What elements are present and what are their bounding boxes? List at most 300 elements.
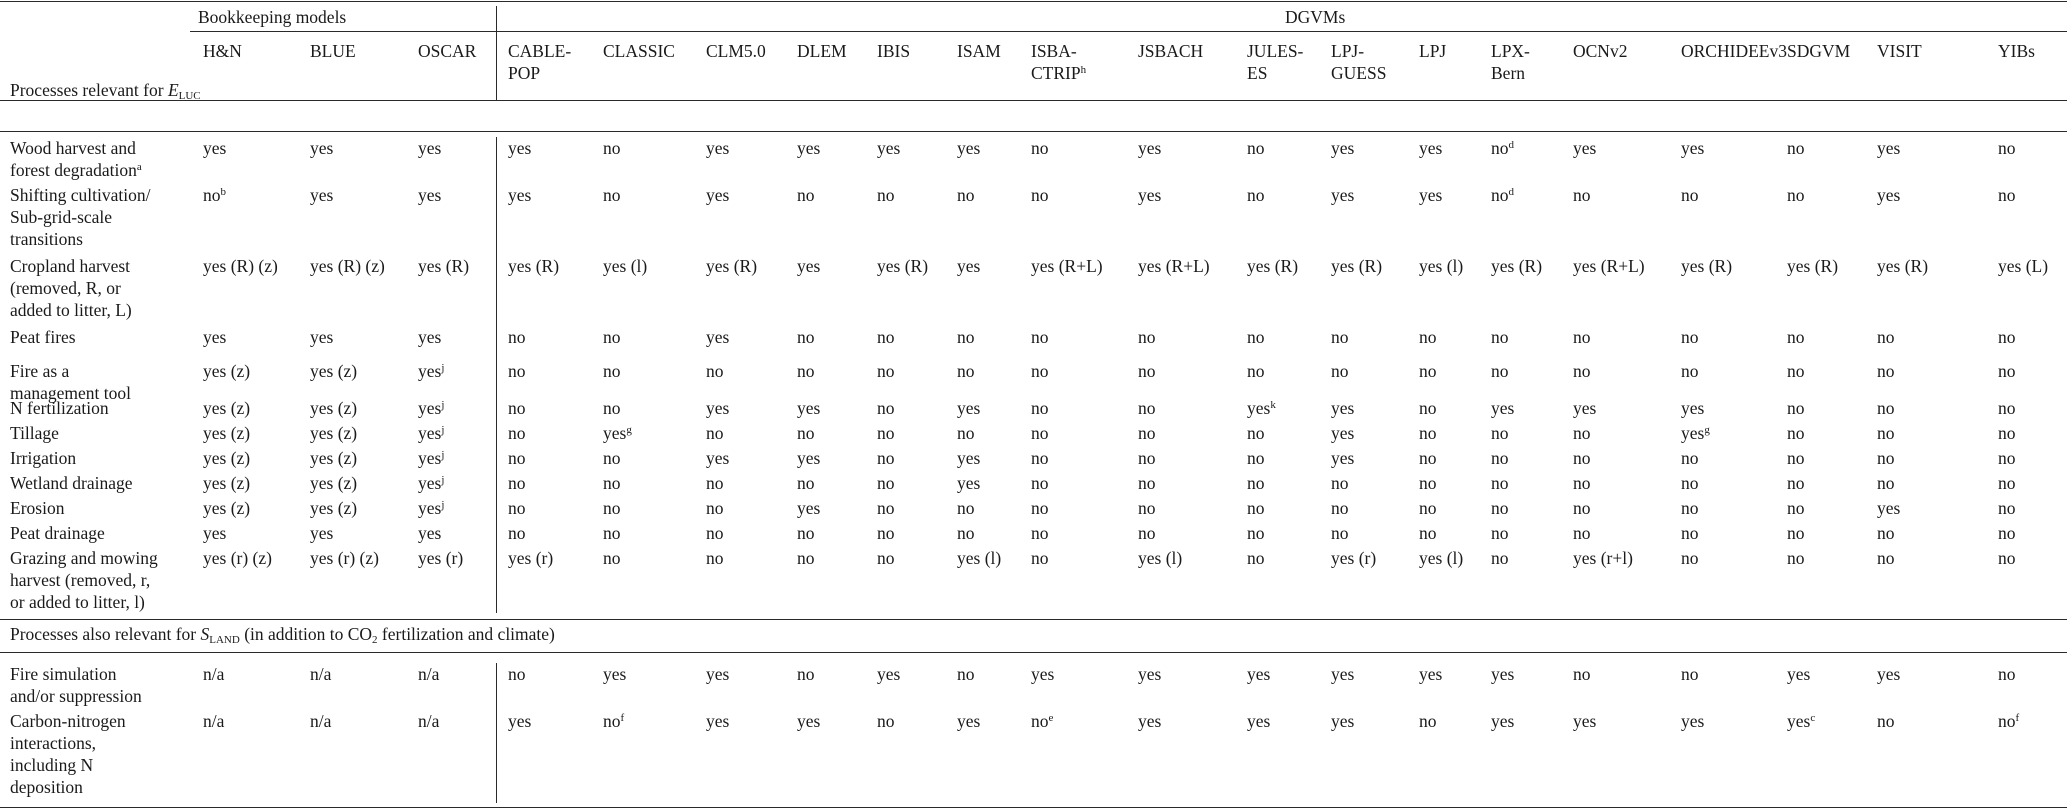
table-cell: [310, 422, 357, 444]
row-label: [10, 497, 64, 519]
table-cell: [1681, 472, 1699, 494]
cell-value: yes: [1573, 398, 1597, 418]
footnote-marker: j: [441, 449, 445, 461]
table-cell: [1031, 547, 1049, 569]
table-cell: [797, 326, 815, 348]
cell-value: no: [1998, 473, 2016, 493]
table-cell: [1247, 422, 1265, 444]
cell-value: yes (r): [418, 548, 464, 568]
table-cell: [957, 663, 975, 685]
table-cell: [1031, 360, 1049, 382]
table-cell: [1877, 522, 1895, 544]
cell-value: no: [1491, 361, 1509, 381]
cell-value: yes: [418, 398, 442, 418]
cell-value: yes: [1331, 185, 1355, 205]
row-label: [10, 547, 158, 613]
table-cell: [1247, 547, 1265, 569]
row-label-line: Erosion: [10, 498, 65, 518]
cell-value: no: [1491, 523, 1509, 543]
cell-value: no: [1998, 498, 2016, 518]
cell-value: yes (l): [1138, 548, 1183, 568]
cell-value: no: [1419, 423, 1437, 443]
table-cell: [1491, 184, 1514, 206]
footnote-marker: e: [1048, 712, 1054, 724]
column-header-text: CLM5.0: [706, 41, 766, 61]
cell-value: no: [1491, 448, 1509, 468]
cell-value: no: [1877, 361, 1895, 381]
section-heading-eluc: Processes relevant for $E_{LUC}$: [10, 80, 201, 102]
table-cell: [603, 326, 621, 348]
table-cell: [1877, 710, 1895, 732]
table-cell: [1573, 422, 1591, 444]
row-label-line: Grazing and mowing: [10, 548, 158, 568]
cell-value: no: [957, 361, 975, 381]
table-cell: [418, 522, 441, 544]
table-cell: [706, 710, 729, 732]
cell-value: yes (z): [310, 423, 358, 443]
section-divider: [0, 619, 2067, 620]
cell-value: yes: [508, 711, 532, 731]
row-label-line: Fire as a: [10, 361, 70, 381]
cell-value: n/a: [418, 711, 440, 731]
cell-value: no: [877, 423, 895, 443]
cell-value: no: [1787, 473, 1805, 493]
cell-value: no: [1138, 448, 1156, 468]
row-label-line: Peat drainage: [10, 523, 105, 543]
cell-value: no: [957, 423, 975, 443]
table-cell: [1998, 472, 2016, 494]
table-cell: [1491, 255, 1542, 277]
table-cell: [957, 397, 980, 419]
table-cell: [508, 522, 526, 544]
table-cell: [1138, 137, 1161, 159]
cell-value: no: [1877, 423, 1895, 443]
cell-value: yes: [1419, 138, 1443, 158]
column-header: [877, 40, 910, 62]
cell-value: no: [1877, 327, 1895, 347]
table-cell: [1681, 422, 1710, 444]
row-label-line: deposition: [10, 777, 83, 797]
footnote-marker: f: [2015, 712, 2020, 724]
cell-value: no: [957, 498, 975, 518]
table-cell: [706, 447, 729, 469]
row-label-line: forest degradation: [10, 160, 137, 180]
column-header-text: IBIS: [877, 41, 911, 61]
table-cell: [418, 137, 441, 159]
table-cell: [797, 710, 820, 732]
table-cell: [418, 422, 444, 444]
cell-value: n/a: [203, 711, 225, 731]
cell-value: no: [1031, 448, 1049, 468]
cell-value: yes (R): [1787, 256, 1839, 276]
table-cell: [1787, 447, 1805, 469]
cell-value: yes (r) (z): [310, 548, 379, 568]
column-header-text: ISBA-: [1031, 41, 1077, 61]
cell-value: no: [603, 473, 621, 493]
table-cell: [1573, 397, 1596, 419]
cell-value: no: [603, 185, 621, 205]
table-cell: [1419, 184, 1442, 206]
row-label-line: Cropland harvest: [10, 256, 131, 276]
table-cell: [1877, 422, 1895, 444]
cell-value: no: [508, 361, 526, 381]
cell-value: no: [1491, 473, 1509, 493]
table-cell: [603, 447, 621, 469]
table-cell: [203, 137, 226, 159]
cell-value: no: [603, 398, 621, 418]
cell-value: no: [1138, 523, 1156, 543]
table-cell: [1787, 137, 1805, 159]
table-cell: [203, 663, 224, 685]
cell-value: yes: [1331, 423, 1355, 443]
column-header-text: POP: [508, 63, 541, 83]
table-cell: [310, 255, 385, 277]
table-cell: [797, 497, 820, 519]
table-cell: [1419, 663, 1442, 685]
cell-value: no: [1031, 361, 1049, 381]
table-cell: [1419, 255, 1463, 277]
table-cell: [877, 137, 900, 159]
table-cell: [1031, 710, 1053, 732]
footnote-marker: j: [441, 424, 445, 436]
column-header: [957, 40, 1001, 62]
cell-value: yes: [1031, 664, 1055, 684]
cell-value: no: [877, 361, 895, 381]
cell-value: no: [1331, 473, 1349, 493]
table-cell: [310, 137, 333, 159]
group-header-bookkeeping: Bookkeeping models: [198, 7, 347, 27]
column-header: [797, 40, 847, 62]
table-cell: [706, 497, 724, 519]
cell-value: yes (z): [203, 423, 251, 443]
table-cell: [203, 710, 224, 732]
table-cell: [203, 522, 226, 544]
table-cell: [1331, 397, 1354, 419]
table-cell: [1998, 547, 2016, 569]
table-cell: [418, 360, 444, 382]
table-cell: [957, 255, 980, 277]
table-cell: [1787, 710, 1815, 732]
table-cell: [508, 397, 526, 419]
table-cell: [603, 422, 632, 444]
table-cell: [1491, 547, 1509, 569]
row-label-line: Wood harvest and: [10, 138, 136, 158]
table-cell: [1787, 547, 1805, 569]
table-cell: [1138, 422, 1156, 444]
row-label: [10, 422, 59, 444]
cell-value: yes: [1491, 398, 1515, 418]
table-cell: [203, 397, 250, 419]
cell-value: no: [508, 664, 526, 684]
table-cell: [1573, 547, 1633, 569]
column-header-text: ES: [1247, 63, 1268, 83]
cell-value: no: [1491, 423, 1509, 443]
cell-value: yes: [1877, 498, 1901, 518]
table-cell: [1681, 326, 1699, 348]
cell-value: yes (z): [310, 448, 358, 468]
table-cell: [1681, 397, 1704, 419]
cell-value: no: [1031, 711, 1049, 731]
cell-value: no: [1877, 448, 1895, 468]
column-header: [1491, 40, 1530, 84]
cell-value: no: [706, 423, 724, 443]
cell-value: yes (R): [1491, 256, 1543, 276]
table-cell: [603, 137, 621, 159]
cell-value: no: [1787, 138, 1805, 158]
cell-value: no: [1877, 548, 1895, 568]
cell-value: yes: [603, 664, 627, 684]
table-cell: [1419, 522, 1437, 544]
table-cell: [1138, 184, 1161, 206]
section-rule-eluc: [0, 131, 2067, 132]
table-cell: [203, 547, 272, 569]
row-label: [10, 184, 150, 250]
cell-value: no: [1573, 523, 1591, 543]
table-cell: [957, 522, 975, 544]
column-header: [1331, 40, 1386, 84]
table-cell: [603, 184, 621, 206]
cell-value: no: [877, 523, 895, 543]
cell-value: no: [1998, 361, 2016, 381]
row-label-line: Fire simulation: [10, 664, 117, 684]
column-header: [1419, 40, 1446, 62]
cell-value: no: [1031, 327, 1049, 347]
cell-value: no: [1247, 448, 1265, 468]
column-header: [508, 40, 571, 84]
table-cell: [310, 326, 333, 348]
table-cell: [706, 326, 729, 348]
cell-value: yes: [1138, 711, 1162, 731]
table-cell: [418, 497, 444, 519]
table-cell: [797, 184, 815, 206]
row-label-line: transitions: [10, 229, 83, 249]
table-cell: [1681, 710, 1704, 732]
cell-value: no: [1681, 361, 1699, 381]
cell-value: no: [1787, 185, 1805, 205]
table-cell: [1787, 360, 1805, 382]
cell-value: no: [508, 523, 526, 543]
table-cell: [957, 137, 980, 159]
table-cell: [1998, 422, 2016, 444]
row-label-line: Sub-grid-scale: [10, 207, 113, 227]
table-cell: [1491, 447, 1509, 469]
table-cell: [1031, 522, 1049, 544]
cell-value: yes: [1491, 711, 1515, 731]
table-cell: [1573, 522, 1591, 544]
cell-value: no: [1787, 361, 1805, 381]
cell-value: yes (R): [1877, 256, 1929, 276]
table-cell: [603, 397, 621, 419]
row-label: [10, 710, 126, 798]
table-cell: [1787, 326, 1805, 348]
cell-value: yes: [797, 448, 821, 468]
cell-value: yes: [1331, 448, 1355, 468]
cell-value: yes (l): [1419, 548, 1464, 568]
column-header: [1681, 40, 1787, 62]
cell-value: no: [1331, 523, 1349, 543]
table-cell: [1877, 137, 1900, 159]
table-cell: [1031, 422, 1049, 444]
table-cell: [1138, 663, 1161, 685]
table-cell: [1247, 137, 1265, 159]
table-cell: [1419, 360, 1437, 382]
cell-value: no: [706, 498, 724, 518]
column-header-text: JULES-: [1247, 41, 1304, 61]
column-header-text: BLUE: [310, 41, 356, 61]
cell-value: yes: [310, 185, 334, 205]
cell-value: no: [1247, 423, 1265, 443]
row-label-line: interactions,: [10, 733, 97, 753]
column-header-text: YIBs: [1998, 41, 2035, 61]
table-cell: [203, 472, 250, 494]
row-label-line: or added to litter, l): [10, 592, 145, 612]
table-cell: [1998, 137, 2016, 159]
cell-value: yes: [797, 398, 821, 418]
table-cell: [1573, 255, 1645, 277]
table-cell: [1877, 184, 1900, 206]
row-label-line: management tool: [10, 383, 132, 403]
table-cell: [877, 447, 895, 469]
table-cell: [1491, 497, 1509, 519]
table-cell: [1787, 472, 1805, 494]
cell-value: no: [1681, 664, 1699, 684]
column-header-text: VISIT: [1877, 41, 1922, 61]
cell-value: no: [1573, 423, 1591, 443]
table-cell: [1247, 522, 1265, 544]
column-header: [1247, 40, 1303, 84]
cell-value: yes (R): [418, 256, 470, 276]
table-cell: [203, 422, 250, 444]
cell-value: no: [1787, 398, 1805, 418]
cell-value: n/a: [418, 664, 440, 684]
row-label-line: (removed, R, or: [10, 278, 121, 298]
table-cell: [310, 497, 357, 519]
cell-value: no: [1998, 327, 2016, 347]
table-cell: [1138, 522, 1156, 544]
table-cell: [1681, 255, 1732, 277]
cell-value: yes (z): [310, 398, 358, 418]
table-cell: [877, 663, 900, 685]
table-cell: [603, 710, 624, 732]
cell-value: no: [1247, 498, 1265, 518]
column-separator-eluc: [496, 137, 497, 613]
cell-value: no: [877, 185, 895, 205]
table-cell: [1681, 447, 1699, 469]
table-cell: [797, 137, 820, 159]
cell-value: yes (z): [203, 398, 251, 418]
column-header: [1138, 40, 1203, 62]
cell-value: no: [797, 423, 815, 443]
cell-value: no: [1419, 327, 1437, 347]
cell-value: n/a: [310, 711, 332, 731]
table-cell: [957, 547, 1001, 569]
footnote-marker: h: [1080, 64, 1087, 76]
cell-value: no: [1419, 473, 1437, 493]
cell-value: no: [797, 548, 815, 568]
cell-value: no: [603, 498, 621, 518]
footnote-marker: j: [441, 499, 445, 511]
table-cell: [797, 255, 820, 277]
cell-value: no: [1247, 361, 1265, 381]
cell-value: yes: [310, 138, 334, 158]
cell-value: n/a: [310, 664, 332, 684]
table-cell: [310, 472, 357, 494]
column-header-text: OSCAR: [418, 41, 477, 61]
table-cell: [1573, 497, 1591, 519]
cell-value: yes: [706, 138, 730, 158]
column-header: [1877, 40, 1922, 62]
cell-value: yes (l): [1419, 256, 1464, 276]
cell-value: no: [1787, 327, 1805, 347]
cell-value: no: [1998, 185, 2016, 205]
cell-value: no: [797, 185, 815, 205]
column-header-text: H&N: [203, 41, 242, 61]
cell-value: yes: [957, 398, 981, 418]
section-rule-sland: [0, 652, 2067, 653]
table-cell: [797, 397, 820, 419]
column-header-text: CTRIP: [1031, 63, 1081, 83]
cell-value: no: [603, 523, 621, 543]
table-cell: [203, 326, 226, 348]
table-cell: [1419, 710, 1437, 732]
cell-value: yes: [203, 138, 227, 158]
table-cell: [1419, 497, 1437, 519]
table-cell: [1331, 326, 1349, 348]
cell-value: no: [603, 138, 621, 158]
table-cell: [1877, 663, 1900, 685]
table-cell: [1138, 710, 1161, 732]
table-cell: [603, 472, 621, 494]
table-cell: [1998, 360, 2016, 382]
footnote-marker: j: [441, 362, 445, 374]
cell-value: yes (R) (z): [310, 256, 385, 276]
cell-value: yes: [706, 448, 730, 468]
row-label-line: N fertilization: [10, 398, 109, 418]
column-header-text: ISAM: [957, 41, 1001, 61]
table-cell: [508, 360, 526, 382]
table-cell: [418, 326, 441, 348]
column-header-text: LPJ-: [1331, 41, 1365, 61]
table-cell: [1491, 360, 1509, 382]
cell-value: no: [797, 327, 815, 347]
cell-value: yes: [957, 711, 981, 731]
column-header-text: SDGVM: [1787, 41, 1851, 61]
cell-value: yes: [508, 138, 532, 158]
cell-value: no: [1787, 448, 1805, 468]
table-cell: [877, 397, 895, 419]
cell-value: no: [1138, 398, 1156, 418]
cell-value: yes (R): [1247, 256, 1299, 276]
cell-value: yes: [706, 327, 730, 347]
cell-value: no: [1681, 473, 1699, 493]
cell-value: yes: [1573, 138, 1597, 158]
cell-value: no: [1247, 327, 1265, 347]
table-cell: [877, 472, 895, 494]
cell-value: yes (R+L): [1573, 256, 1645, 276]
cell-value: yes: [1877, 664, 1901, 684]
table-cell: [877, 326, 895, 348]
table-cell: [1419, 447, 1437, 469]
column-header: [1031, 40, 1086, 84]
cell-value: yes: [310, 523, 334, 543]
cell-value: no: [603, 711, 621, 731]
table-cell: [1331, 360, 1349, 382]
cell-value: no: [1491, 185, 1509, 205]
table-cell: [508, 137, 531, 159]
cell-value: yes (z): [203, 498, 251, 518]
cell-value: yes (R): [1681, 256, 1733, 276]
section-heading-sland: Processes also relevant for $S_{LAND}$ (in addition to $CO_2$ fertilization and climate): [10, 624, 555, 646]
